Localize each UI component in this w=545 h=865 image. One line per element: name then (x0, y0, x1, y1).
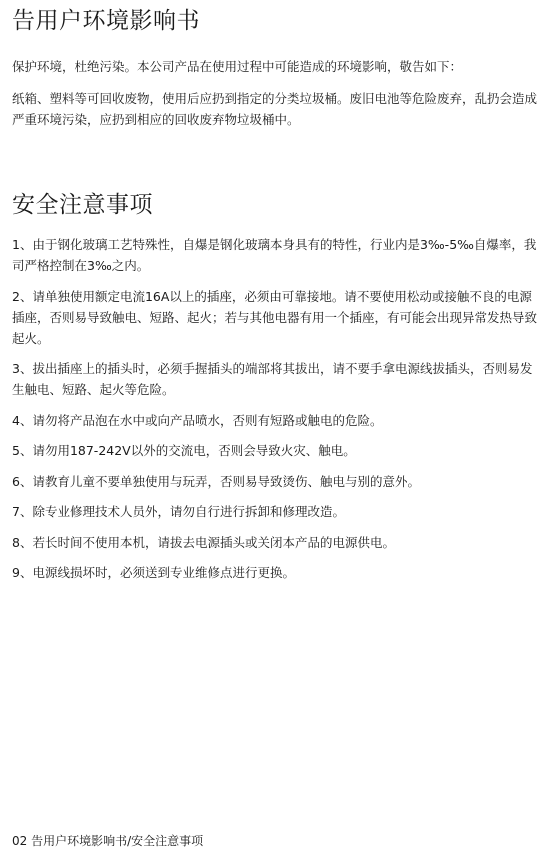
safety-item-5: 5、请勿用187-242V以外的交流电，否则会导致火灾、触电。 (12, 443, 356, 458)
page-number: 02 (12, 834, 28, 848)
safety-heading: 安全注意事项 (12, 192, 153, 218)
safety-item-8: 8、若长时间不使用本机，请拔去电源插头或关闭本产品的电源供电。 (12, 534, 395, 550)
environment-body: 纸箱、塑料等可回收废物，使用后应扔到指定的分类垃圾桶。废旧电池等危险废弃，乱扔会造成严重环境污染，应扔到相应的回收废弃物垃圾桶中。 (12, 91, 538, 127)
safety-items-list (12, 234, 537, 593)
safety-item-6: 6、请教育儿童不要单独使用与玩弄，否则易导致烫伤、触电与别的意外。 (12, 473, 420, 489)
safety-item-3: 3、拔出插座上的插头时，必须手握插头的端部将其拔出，请不要手拿电源线拔插头，否则易发生触电、短路、起火等危险。 (12, 361, 533, 397)
environment-heading: 告用户环境影响书 (12, 8, 200, 34)
footer-section-label: 告用户环境影响书/安全注意事项 (31, 834, 204, 848)
safety-item-4: 4、请勿将产品泡在水中或向产品喷水，否则有短路或触电的危险。 (12, 412, 383, 428)
safety-item-7: 7、除专业修理技术人员外，请勿自行进行拆卸和修理改造。 (12, 504, 345, 519)
safety-item-2: 2、请单独使用额定电流16A以上的插座，必须由可靠接地。请不要使用松动或接触不良的电源插座，否则易导致触电、短路、起火；若与其他电器有用一个插座，有可能会出现异常发热导致起火。 (12, 288, 538, 346)
page-footer (12, 833, 203, 849)
safety-item-1: 1、由于钢化玻璃工艺特殊性，自爆是钢化玻璃本身具有的特性，行业内是3‰-5‰自爆率，我司严格控制在3‰之内。 (12, 237, 537, 273)
safety-item-9: 9、电源线损坏时，必须送到专业维修点进行更换。 (12, 565, 295, 580)
environment-intro: 保护环境，杜绝污染。本公司产品在使用过程中可能造成的环境影响，敬告如下： (12, 59, 463, 74)
